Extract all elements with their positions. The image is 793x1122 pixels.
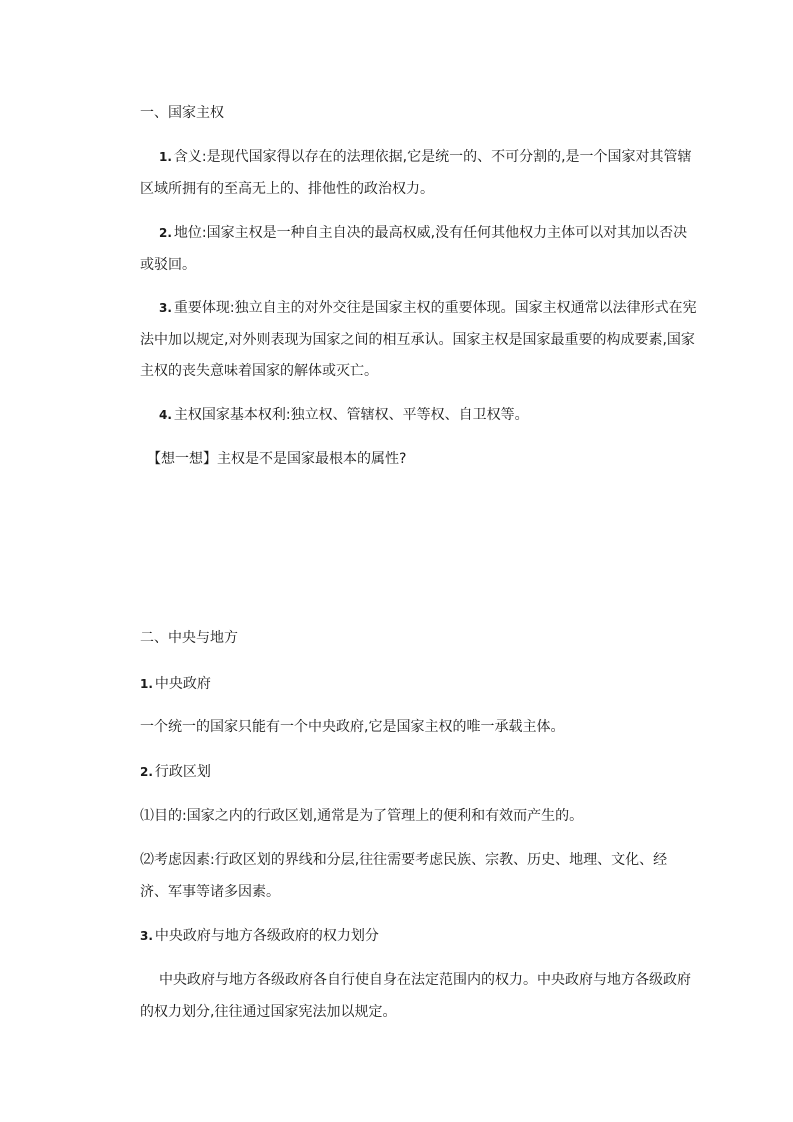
paragraph-definition-line2: 区域所拥有的至高无上的、排他性的政治权力。 bbox=[140, 181, 434, 197]
subheading-administrative-division bbox=[140, 762, 680, 782]
paragraph-power-division-line2: 的权力划分,往往通过国家宪法加以规定。 bbox=[140, 1004, 397, 1020]
subheading-central-government bbox=[140, 674, 680, 694]
paragraph-definition-line1 bbox=[159, 147, 699, 167]
list-item-purpose: ⑴目的:国家之内的行政区划,通常是为了管理上的便利和有效而产生的。 bbox=[140, 808, 584, 824]
paragraph-power-division-line1: 中央政府与地方各级政府各自行使自身在法定范围内的权力。中央政府与地方各级政府 bbox=[159, 972, 691, 988]
paragraph-central-government: 一个统一的国家只能有一个中央政府,它是国家主权的唯一承载主体。 bbox=[140, 719, 565, 735]
list-item-factors-line2: 济、军事等诸多因素。 bbox=[140, 884, 280, 900]
think-question: 【想一想】主权是不是国家最根本的属性? bbox=[147, 451, 407, 467]
subheading-power-division bbox=[140, 926, 680, 946]
item-number: 3. bbox=[140, 929, 153, 943]
item-number: 1. bbox=[159, 150, 172, 164]
subheading-text: 中央政府 bbox=[154, 676, 211, 692]
item-number: 3. bbox=[159, 301, 172, 315]
paragraph-text: 地位:国家主权是一种自主自决的最高权威,没有任何其他权力主体可以对其加以否决 bbox=[173, 225, 688, 241]
item-number: 2. bbox=[140, 765, 153, 779]
paragraph-manifestation-line3: 主权的丧失意味着国家的解体或灭亡。 bbox=[140, 363, 378, 379]
subheading-text: 行政区划 bbox=[154, 764, 211, 780]
section-title-sovereignty: 一、国家主权 bbox=[140, 105, 224, 121]
item-number: 1. bbox=[140, 677, 153, 691]
paragraph-status-line2: 或驳回。 bbox=[140, 257, 196, 273]
item-number: 2. bbox=[159, 226, 172, 240]
paragraph-manifestation-line1 bbox=[159, 298, 699, 318]
list-item-factors-line1: ⑵考虑因素:行政区划的界线和分层,往往需要考虑民族、宗教、历史、地理、文化、经 bbox=[140, 852, 668, 868]
item-number: 4. bbox=[159, 408, 172, 422]
paragraph-text: 含义:是现代国家得以存在的法理依据,它是统一的、不可分割的,是一个国家对其管辖 bbox=[173, 149, 692, 165]
paragraph-basic-rights bbox=[159, 405, 699, 425]
paragraph-text: 主权国家基本权利:独立权、管辖权、平等权、自卫权等。 bbox=[173, 407, 529, 423]
paragraph-text: 重要体现:独立自主的对外交往是国家主权的重要体现。国家主权通常以法律形式在宪 bbox=[173, 300, 697, 316]
paragraph-manifestation-line2: 法中加以规定,对外则表现为国家之间的相互承认。国家主权是国家最重要的构成要素,国家 bbox=[140, 332, 695, 348]
section-title-central-local: 二、中央与地方 bbox=[140, 630, 238, 646]
paragraph-status-line1 bbox=[159, 223, 699, 243]
subheading-text: 中央政府与地方各级政府的权力划分 bbox=[154, 928, 379, 944]
